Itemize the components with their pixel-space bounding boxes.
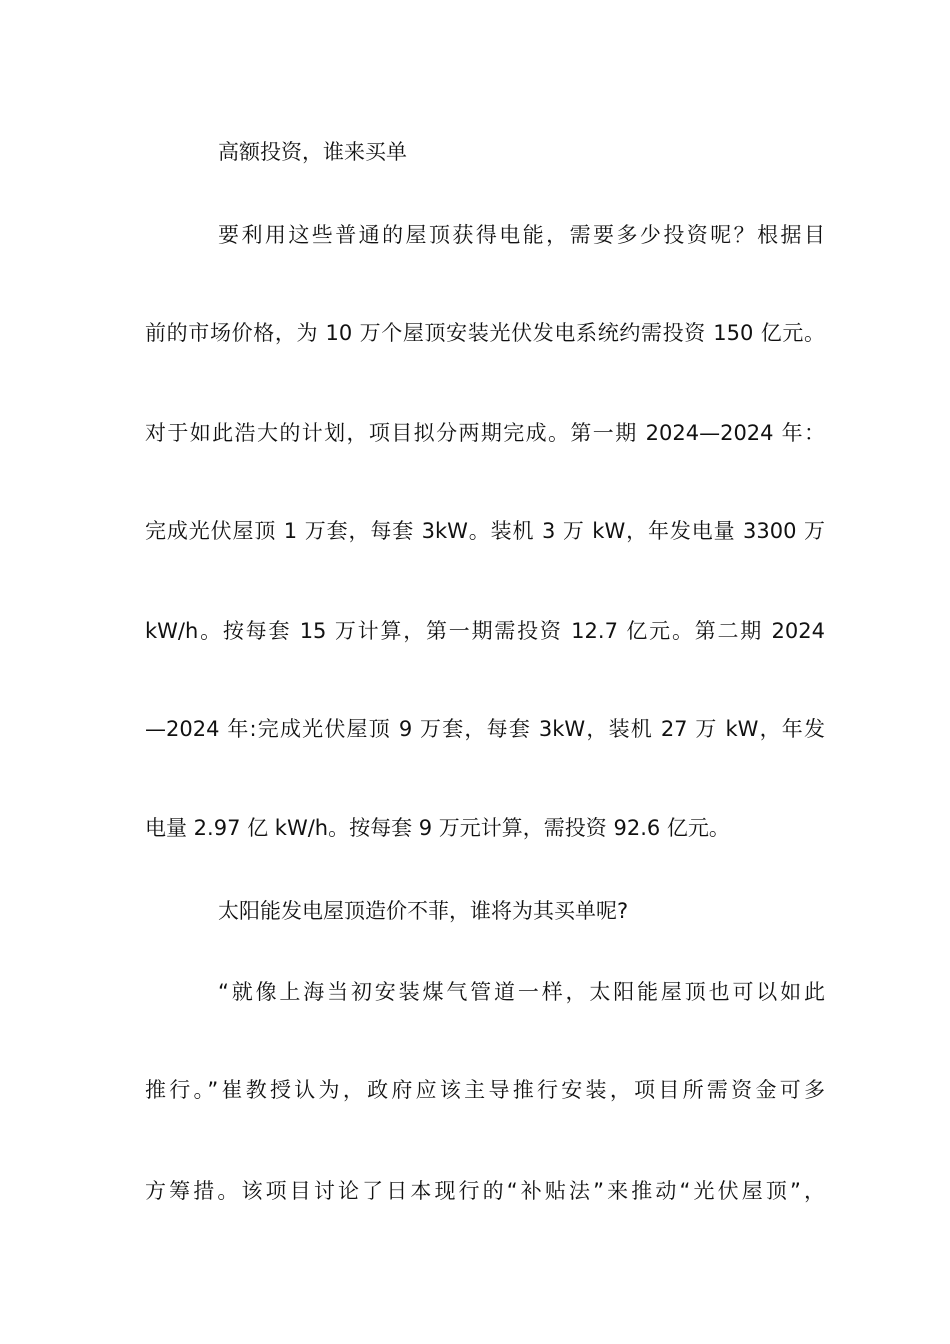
paragraph-line: 对于如此浩大的计划，项目拟分两期完成。第一期 2024—2024 年： [145, 421, 825, 445]
paragraph-line: 前的市场价格，为 10 万个屋顶安装光伏发电系统约需投资 150 亿元。 [145, 321, 825, 345]
paragraph-line: 推行。”崔教授认为，政府应该主导推行安装，项目所需资金可多 [145, 1078, 825, 1102]
paragraph-line: 要利用这些普通的屋顶获得电能，需要多少投资呢？根据目 [218, 223, 825, 247]
paragraph-line: —2024 年:完成光伏屋顶 9 万套，每套 3kW，装机 27 万 kW，年发 [145, 717, 825, 741]
section-heading: 高额投资，谁来买单 [218, 140, 407, 164]
paragraph-line: “就像上海当初安装煤气管道一样，太阳能屋顶也可以如此 [218, 980, 825, 1004]
paragraph-line: 完成光伏屋顶 1 万套，每套 3kW。装机 3 万 kW，年发电量 3300 万 [145, 519, 825, 543]
paragraph-line: 方筹措。该项目讨论了日本现行的“补贴法”来推动“光伏屋顶”， [145, 1179, 825, 1203]
paragraph-line: 太阳能发电屋顶造价不菲，谁将为其买单呢? [218, 899, 629, 923]
paragraph-line: 电量 2.97 亿 kW/h。按每套 9 万元计算，需投资 92.6 亿元。 [145, 816, 730, 840]
paragraph-line: kW/h。按每套 15 万计算，第一期需投资 12.7 亿元。第二期 2024 [145, 619, 825, 643]
